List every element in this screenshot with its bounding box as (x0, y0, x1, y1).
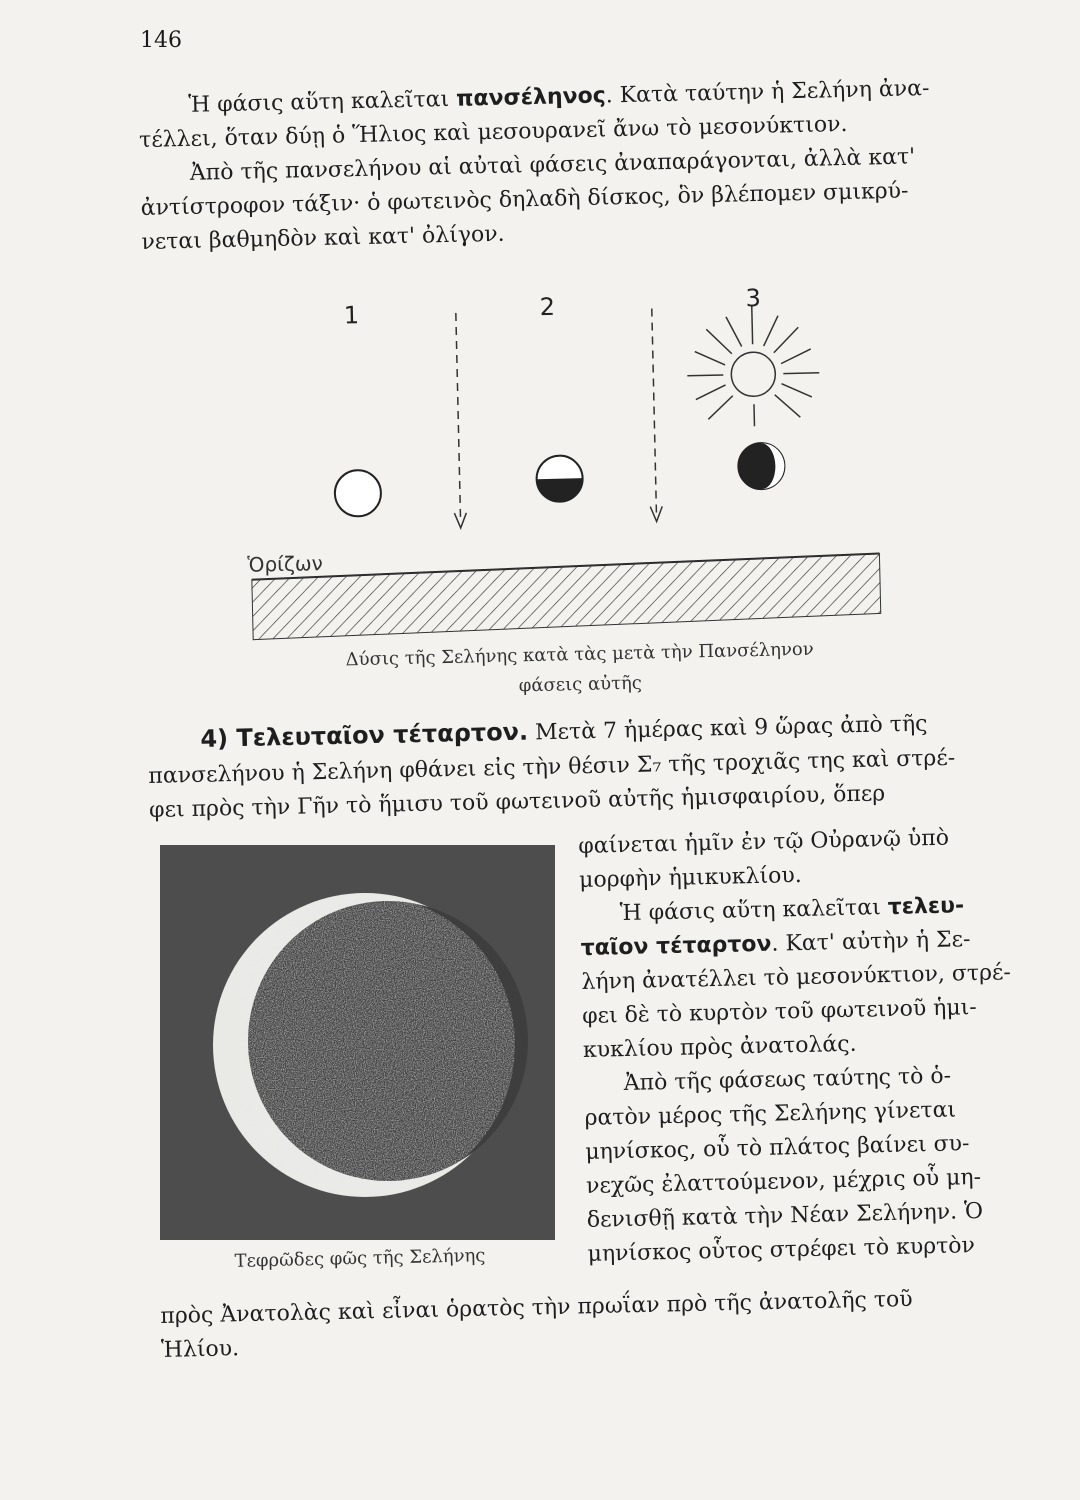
photo-caption: Τεφρῶδες φῶς τῆς Σελήνης (234, 1245, 486, 1272)
term-full-moon: πανσέληνος (455, 83, 606, 112)
page-number: 146 (140, 28, 182, 53)
text-line: ἀντίστροφον τάξιν· ὁ φωτεινὸς δηλαδὴ δίσκος, ὃν βλέπομεν σμικρύ- (140, 178, 909, 221)
text-span: Ἡ φάσις αὕτη καλεῖται (188, 86, 457, 118)
position-label-2: 2 (539, 292, 556, 322)
text-line: τέλλει, ὅταν δύῃ ὁ Ἥλιος καὶ μεσουρανεῖ ἄνω τὸ μεσονύκτιον. (138, 111, 848, 153)
text-line: πανσελήνου ἡ Σελήνη φθάνει εἰς τὴν θέσιν Σ₇ τῆς τροχιᾶς της καὶ στρέ- (148, 745, 956, 789)
text-line: Ἀπὸ τῆς φάσεως ταύτης τὸ ὁ- (623, 1063, 952, 1097)
dashed-ray-2 (652, 309, 657, 517)
text-line: φει δὲ τὸ κυρτὸν τοῦ φωτεινοῦ ἡμι- (581, 995, 977, 1029)
text-line: μηνίσκος οὗτος στρέφει τὸ κυρτὸν (587, 1233, 976, 1267)
position-label-3: 3 (745, 284, 762, 313)
moon-crescent-icon (738, 443, 785, 490)
text-span: . Κατ' αὐτὴν ἡ Σε- (771, 927, 971, 957)
text-line: φαίνεται ἡμῖν ἐν τῷ Οὐρανῷ ὑπὸ (578, 825, 950, 859)
paragraph-full-moon (138, 70, 1012, 260)
text-line: ρατὸν μέρος τῆς Σελήνης γίνεται (584, 1097, 957, 1131)
text-span: Ἡ φάσις αὕτη καλεῖται (619, 894, 888, 927)
text-line: μορφὴν ἡμικυκλίου. (578, 862, 802, 893)
text-line: δενισθῇ κατὰ τὴν Νέαν Σελήνην. Ὁ (586, 1198, 984, 1233)
sun-icon (686, 305, 821, 428)
text-span: . Κατὰ ταύτην ἡ Σελήνη ἀνα- (605, 76, 930, 109)
caption-line: φάσεις αὐτῆς (518, 672, 643, 697)
text-line: φει πρὸς τὴν Γῆν τὸ ἥμισυ τοῦ φωτεινοῦ αὐτῆς ἡμισφαιρίου, ὅπερ (148, 781, 886, 823)
dashed-ray-1 (456, 313, 461, 523)
text-span: Μετὰ 7 ἡμέρας καὶ 9 ὥρας ἀπὸ τῆς (527, 711, 928, 746)
text-line: λήνη ἀνατέλλει τὸ μεσονύκτιον, στρέ- (581, 960, 1012, 995)
side-column (578, 820, 1038, 1272)
text-line: νεται βαθμηδὸν καὶ κατ' ὀλίγον. (141, 221, 505, 255)
text-line: νεχῶς ἐλαττούμενον, μέχρις οὗ μη- (585, 1164, 982, 1199)
text-line: κυκλίου πρὸς ἀνατολάς. (582, 1031, 857, 1063)
earthshine-photo (160, 845, 555, 1240)
ground-hatching (252, 553, 881, 639)
section-heading: 4) Τελευταῖον τέταρτον. (200, 717, 529, 753)
diagram-caption (299, 634, 860, 707)
text-line: πρὸς Ἀνατολὰς καὶ εἶναι ὁρατὸς τὴν πρωΐαν πρὸ τῆς ἀνατολῆς τοῦ (160, 1286, 913, 1329)
horizon-label: Ὁρίζων (247, 551, 323, 577)
text-line: μηνίσκος, οὗ τὸ πλάτος βαίνει συ- (585, 1131, 970, 1165)
position-label-1: 1 (343, 301, 360, 330)
caption-line: Δύσις τῆς Σελήνης κατὰ τὰς μετὰ τὴν Πανσέληνον (345, 638, 814, 671)
text-line: Ἀπὸ τῆς πανσελήνου αἱ αὐταὶ φάσεις ἀναπαράγονται, ἀλλὰ κατ' (189, 144, 916, 186)
moon-half-icon (536, 455, 583, 502)
text-line: Ἡλίου. (160, 1336, 240, 1363)
paragraph-final (160, 1280, 1031, 1368)
moon-full-icon (334, 470, 381, 517)
term-last-quarter: τελευ- (887, 893, 965, 920)
term-last-quarter-end: ταῖον τέταρτον (580, 931, 772, 961)
